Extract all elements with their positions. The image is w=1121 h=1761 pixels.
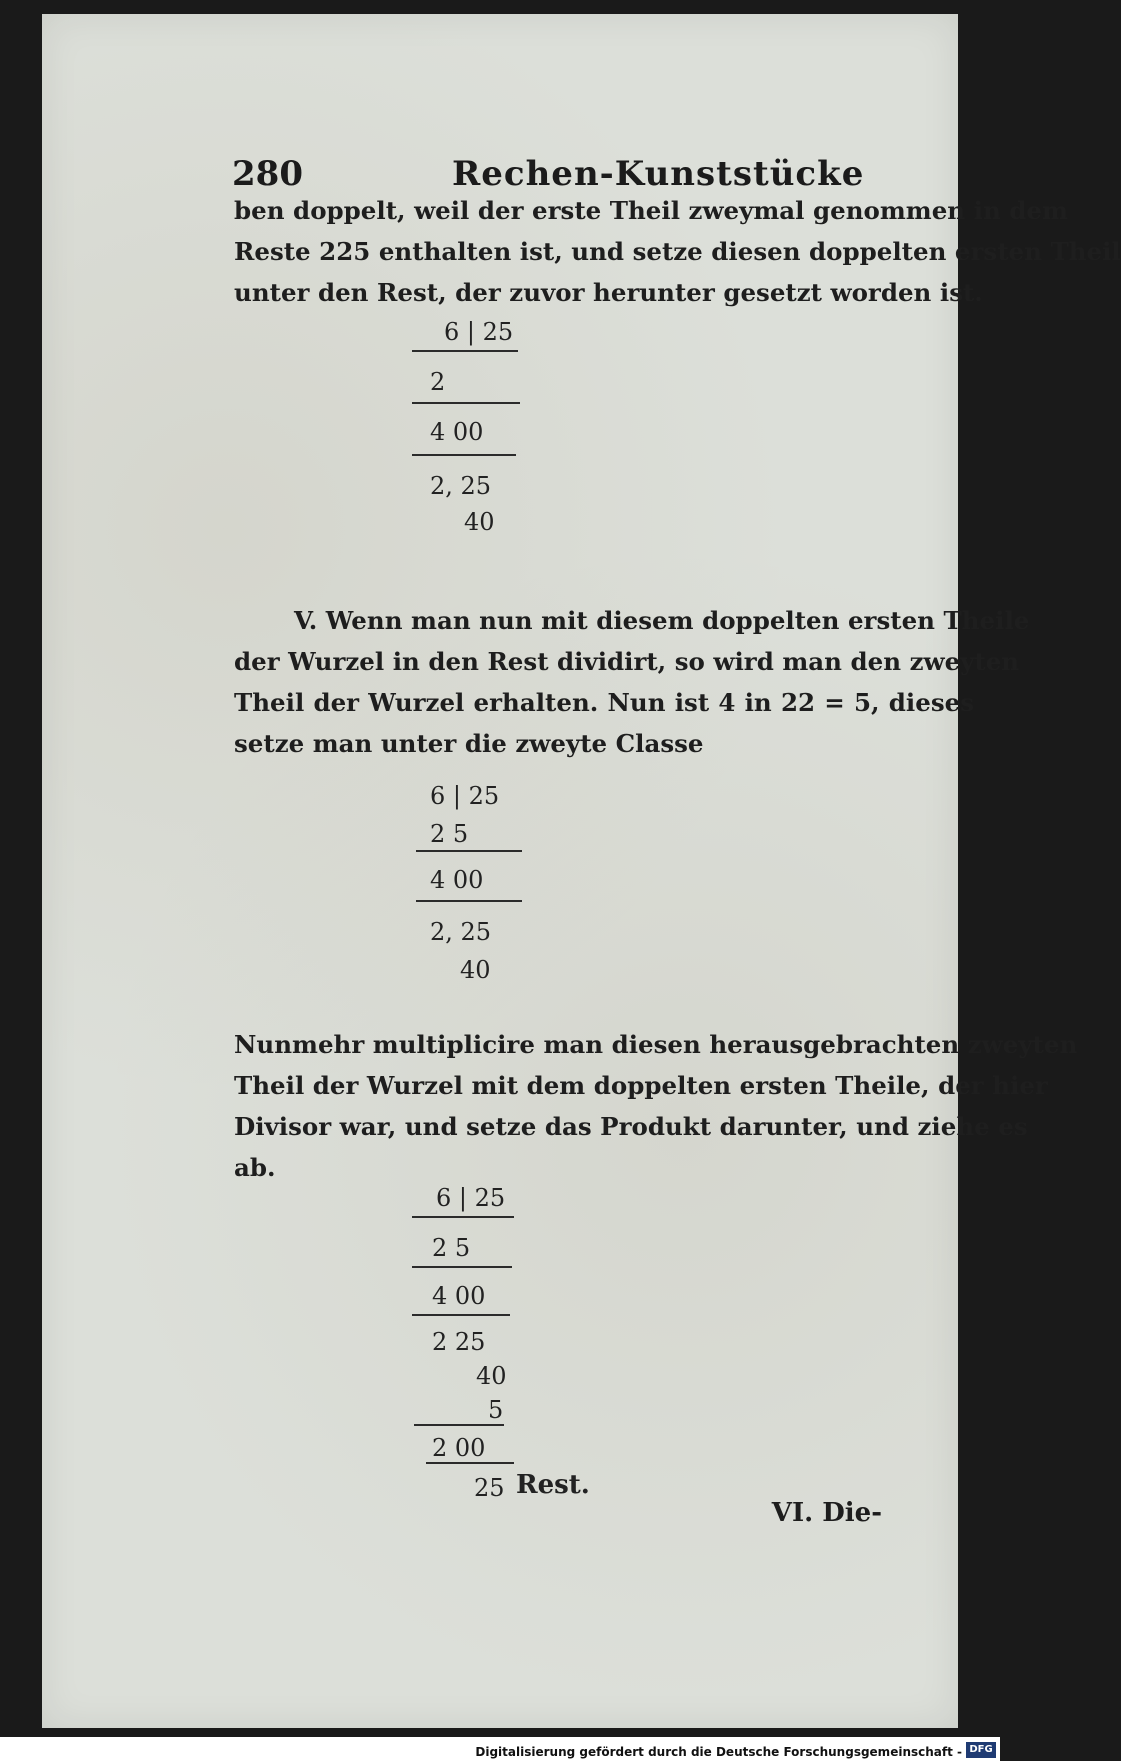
running-title: Rechen-Kunststücke [452,154,865,194]
text-line: Reste 225 enthalten ist, und setze diesen doppelten ersten Theil [234,237,1121,266]
text-line: Theil der Wurzel erhalten. Nun ist 4 in 22 = 5, dieses [234,688,974,717]
text-line: V. Wenn man nun mit diesem doppelten ersten Theile [294,606,1030,635]
schema-row: 40 [476,1362,507,1390]
schema-row: 2, 25 [430,918,492,946]
schema-row: 4 00 [430,418,484,446]
digitization-credit: Digitalisierung gefördert durch die Deutsche Forschungsgemeinschaft - [475,1745,962,1759]
schema-row: 40 [460,956,491,984]
text-line: ab. [234,1153,276,1182]
text-line: setze man unter die zweyte Classe [234,729,704,758]
text-line: Divisor war, und setze das Produkt darunter, und ziehe es [234,1112,1028,1141]
schema-rule [412,1266,512,1268]
text-line: Nunmehr multiplicire man diesen herausgebrachten zweyten [234,1030,1078,1059]
schema-row: 25 [474,1474,505,1502]
paragraph-1 [234,190,1121,313]
text-line: ben doppelt, weil der erste Theil zweymal genommen in dem [234,196,1068,225]
rest-label: Rest. [516,1470,590,1500]
schema-rule [412,402,520,404]
text-line: Theil der Wurzel mit dem doppelten ersten Theile, der hier [234,1071,1048,1100]
schema-row: 2 [430,368,446,396]
catchword: VI. Die- [771,1498,882,1528]
schema-rule [412,454,516,456]
schema-row: 40 [464,508,495,536]
schema-rule [412,1314,510,1316]
text-line: unter den Rest, der zuvor herunter gesetzt worden ist. [234,278,983,307]
schema-rule [416,850,522,852]
schema-row: 2 5 [430,820,469,848]
schema-row: 2 25 [432,1328,486,1356]
schema-rule [416,900,522,902]
schema-row: 6 | 25 [444,318,514,346]
book-page [42,14,1121,1728]
schema-row: 2 5 [432,1234,471,1262]
text-line: der Wurzel in den Rest dividirt, so wird man den zweyten [234,647,1020,676]
schema-row: 5 [488,1396,504,1424]
schema-row: 4 00 [430,866,484,894]
calculation-schema-3 [412,1180,632,1510]
dfg-logo-badge: DFG [966,1742,996,1758]
schema-row: 4 00 [432,1282,486,1310]
paragraph-3 [234,1024,1078,1188]
page-number: 280 [232,154,303,194]
paragraph-2 [234,600,1030,764]
schema-row: 6 | 25 [430,782,500,810]
schema-row: 2, 25 [430,472,492,500]
calculation-schema-2 [414,778,554,1008]
schema-rule [412,1216,514,1218]
schema-row: 6 | 25 [436,1184,506,1212]
calculation-schema-1 [412,312,552,542]
schema-rule [414,1424,504,1426]
schema-rule [412,350,518,352]
schema-row: 2 00 [432,1434,486,1462]
schema-rule [426,1462,514,1464]
